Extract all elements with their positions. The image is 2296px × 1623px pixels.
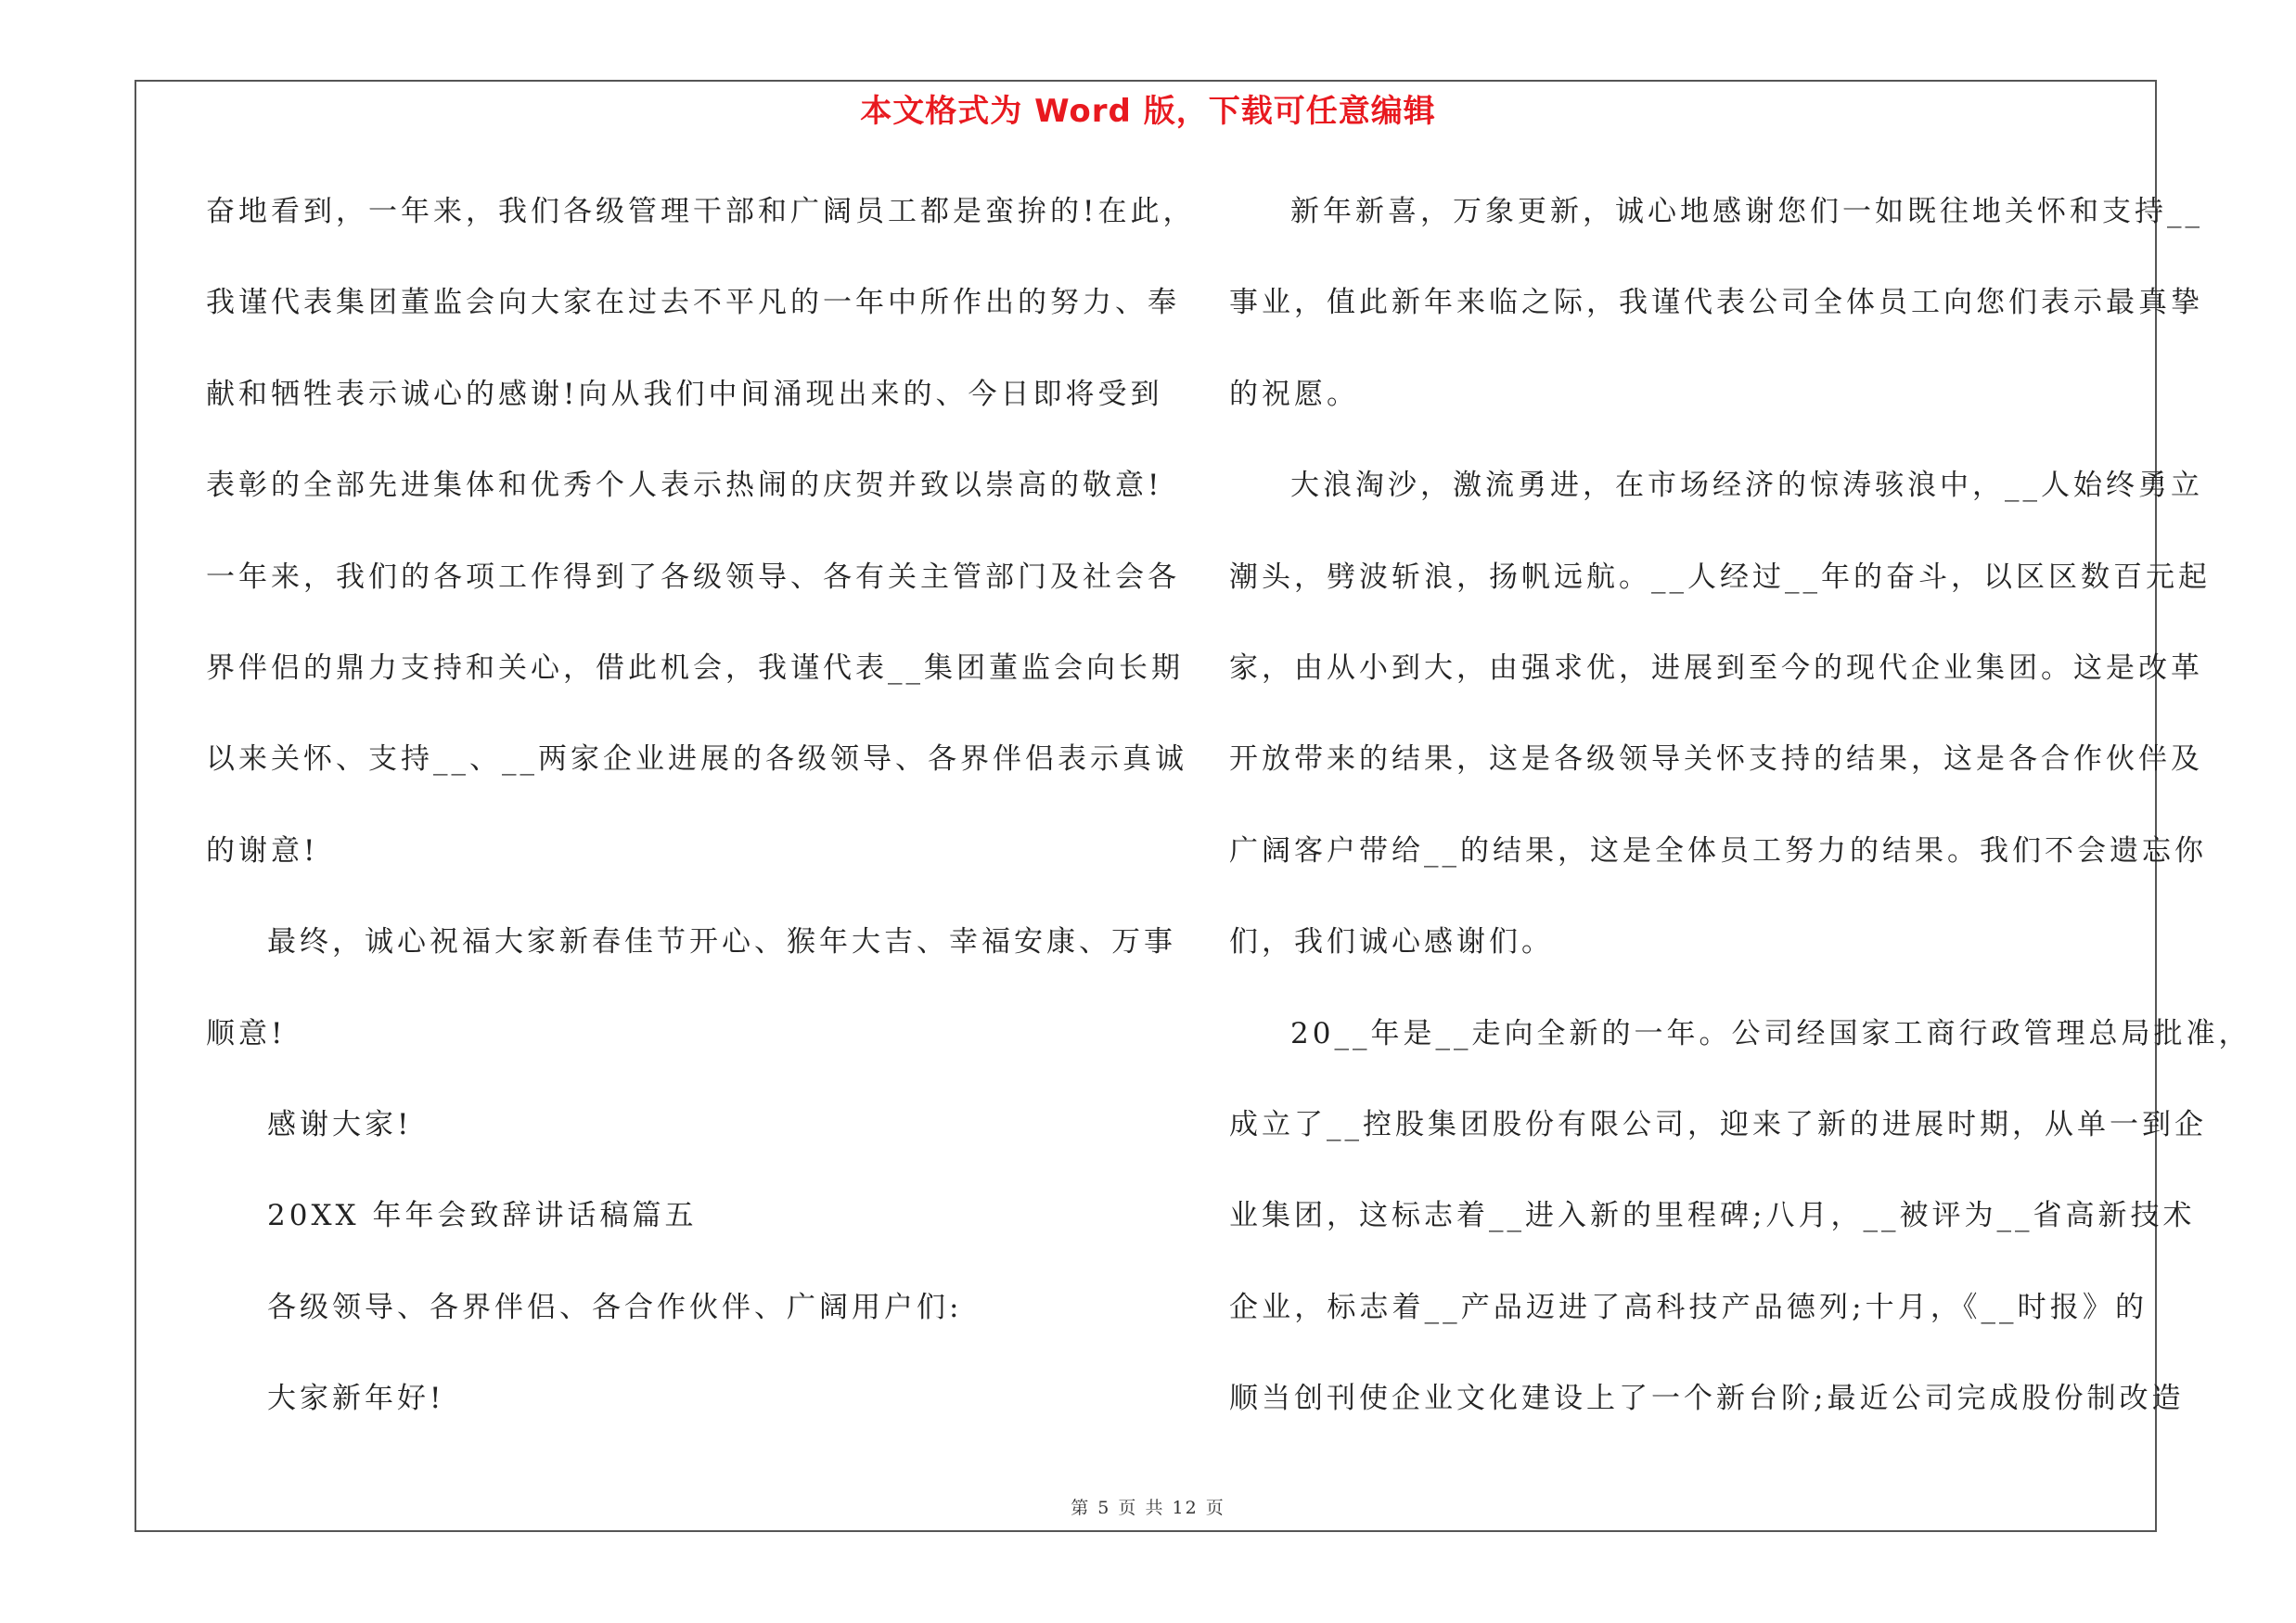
text-line: 开放带来的结果，这是各级领导关怀支持的结果，这是各合作伙伴及 [1229, 742, 2203, 777]
text-line: 各级领导、各界伴侣、各合作伙伴、广阔用户们: [267, 1290, 963, 1324]
page-number: 第 5 页 共 12 页 [1071, 1498, 1225, 1518]
text-line: 成立了__控股集团股份有限公司，迎来了新的进展时期，从单一到企 [1229, 1107, 2207, 1141]
text-line: 的祝愿。 [1229, 377, 1359, 411]
text-line: 表彰的全部先进集体和优秀个人表示热闹的庆贺并致以崇高的敬意! [206, 469, 1163, 503]
text-line: 企业，标志着__产品迈进了高科技产品德列;十月，《__时报》的 [1229, 1290, 2148, 1324]
format-banner: 本文格式为 Word 版，下载可任意编辑 [860, 93, 1436, 130]
text-line: 献和牺牲表示诚心的感谢!向从我们中间涌现出来的、今日即将受到 [206, 377, 1163, 411]
text-line: 大浪淘沙，激流勇进，在市场经济的惊涛骇浪中，__人始终勇立 [1290, 469, 2203, 503]
text-line: 一年来，我们的各项工作得到了各级领导、各有关主管部门及社会各 [206, 560, 1180, 594]
text-line: 新年新喜，万象更新，诚心地感谢您们一如既往地关怀和支持__ [1290, 195, 2203, 228]
left-column [206, 186, 1196, 1463]
text-line: 的谢意! [206, 833, 319, 868]
text-line: 以来关怀、支持__、__两家企业进展的各级领导、各界伴侣表示真诚 [206, 742, 1187, 777]
text-line: 最终，诚心祝福大家新春佳节开心、猴年大吉、幸福安康、万事 [267, 925, 1176, 960]
text-line: 20__年是__走向全新的一年。公司经国家工商行政管理总局批准， [1290, 1016, 2251, 1050]
text-line: 们，我们诚心感谢们。 [1229, 925, 1554, 960]
text-line: 广阔客户带给__的结果，这是全体员工努力的结果。我们不会遗忘你 [1229, 833, 2207, 868]
text-line: 奋地看到，一年来，我们各级管理干部和广阔员工都是蛮拚的!在此， [206, 195, 1196, 228]
text-line: 顺意! [206, 1016, 287, 1050]
text-line: 我谨代表集团董监会向大家在过去不平凡的一年中所作出的努力、奉 [206, 286, 1180, 320]
text-line: 业集团，这标志着__进入新的里程碑;八月，__被评为__省高新技术 [1229, 1199, 2196, 1233]
text-line: 潮头，劈波斩浪，扬帆远航。__人经过__年的奋斗，以区区数百元起 [1229, 560, 2211, 594]
text-line: 界伴侣的鼎力支持和关心，借此机会，我谨代表__集团董监会向长期 [206, 650, 1184, 685]
text-line: 大家新年好! [267, 1382, 445, 1416]
text-line: 顺当创刊使企业文化建设上了一个新台阶;最近公司完成股份制改造 [1229, 1382, 2185, 1416]
text-line: 事业，值此新年来临之际，我谨代表公司全体员工向您们表示最真挚 [1229, 286, 2203, 320]
text-line: 20XX 年年会致辞讲话稿篇五 [267, 1199, 698, 1233]
text-line: 家，由从小到大，由强求优，进展到至今的现代企业集团。这是改革 [1229, 650, 2203, 685]
right-column [1229, 186, 2251, 1463]
text-line: 感谢大家! [267, 1107, 413, 1141]
